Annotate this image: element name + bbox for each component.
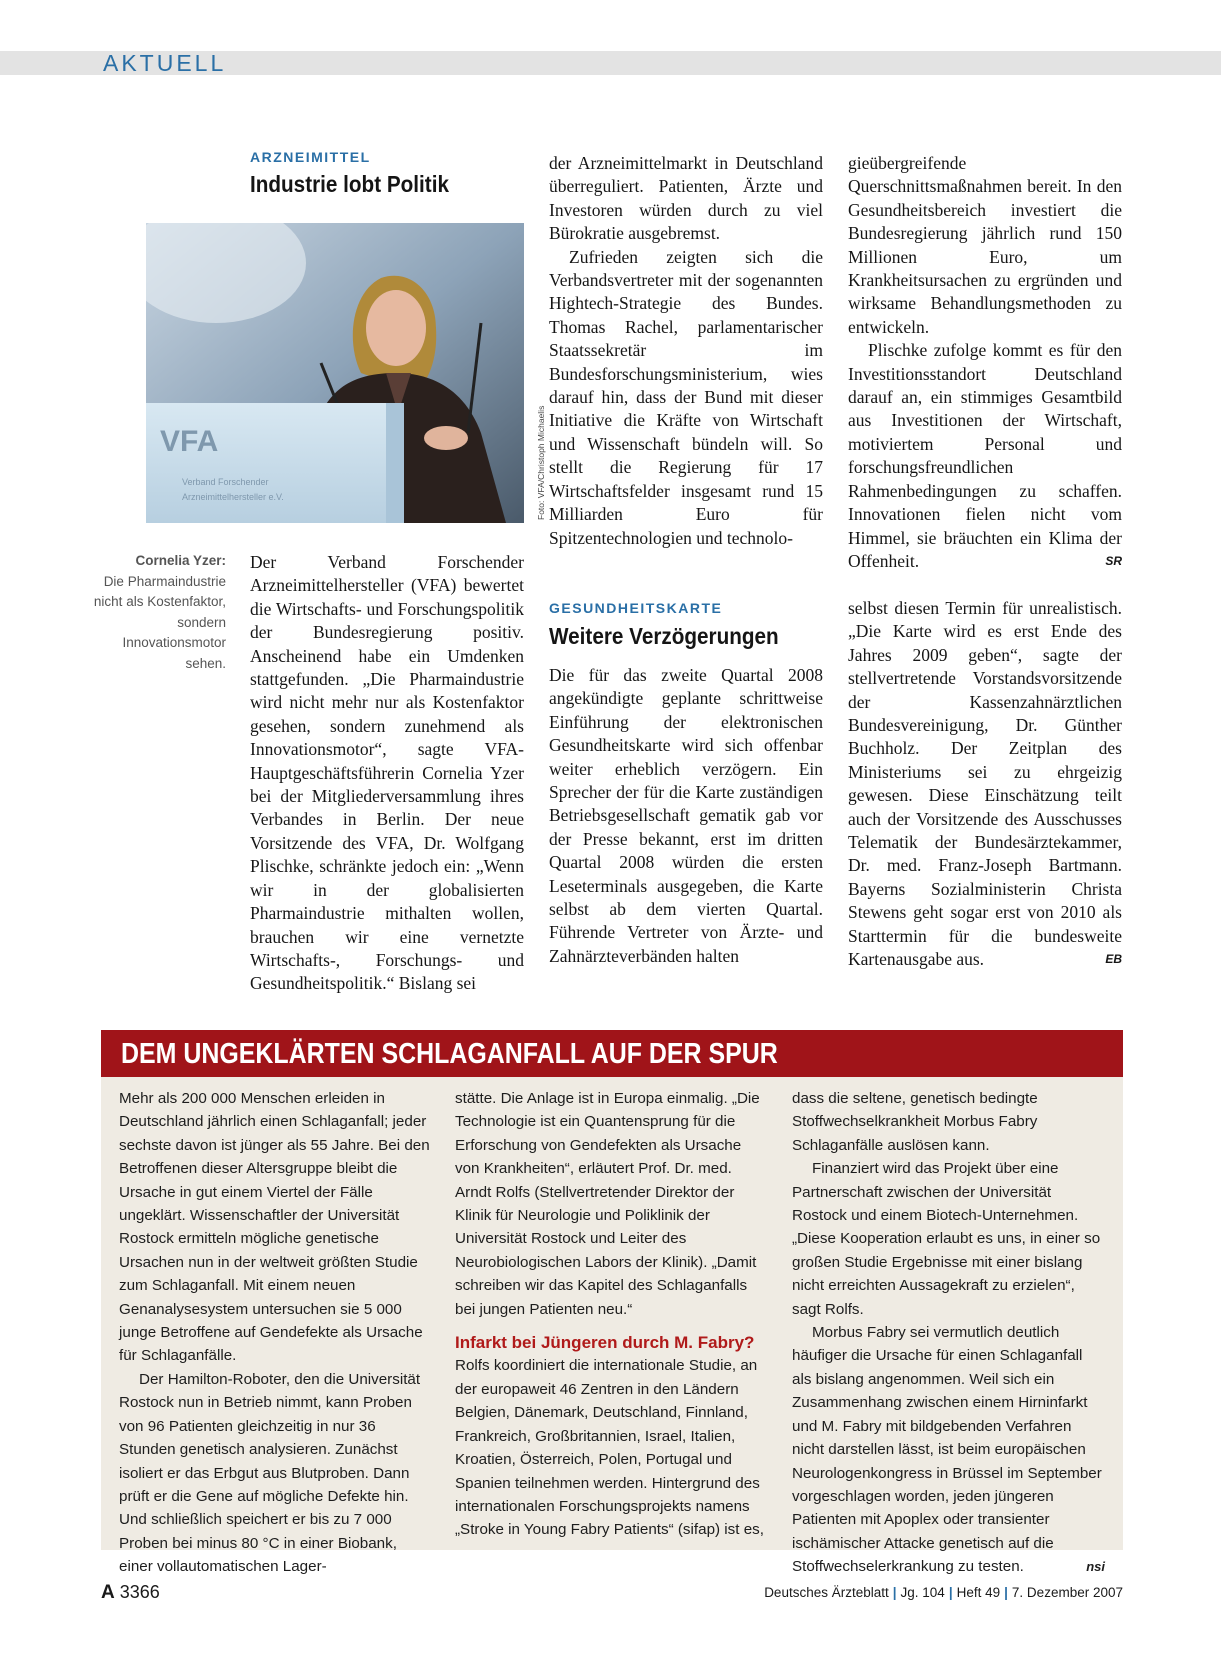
- lectern-sub2: Arzneimittelhersteller e.V.: [182, 492, 284, 502]
- article1-column-2: [549, 152, 823, 550]
- infobox-paragraph: Mehr als 200 000 Menschen erleiden in Deutschland jährlich einen Schlaganfall; jeder sechste davon ist jünger als 55 Jahre. Bei den Betroffenen dieser Altersgruppe bleibt die Ursache in gut einem Viertel der Fälle ungeklärt. Wissenschaftler der Universität Rostock ermitteln mögliche genetische Ursachen nun in der weltweit größten Studie zum Schlaganfall. Mit einem neuen Genanalysesystem untersuchen sie 5 000 junge Betroffene auf Gendefekte als Ursache für Schlaganfälle.: [119, 1090, 430, 1365]
- journal-issue: Heft 49: [956, 1585, 1001, 1600]
- photo-credit: [524, 405, 546, 520]
- speaker-photo: [146, 223, 524, 523]
- article2-kicker: GESUNDHEITSKARTE: [549, 600, 723, 616]
- article1-paragraph: der Arzneimittelmarkt in Deutschland überreguliert. Patienten, Ärzte und Investoren würden durch zu viel Bürokratie ausgebremst.: [549, 153, 823, 244]
- journal-info: Deutsches Ärzteblatt | Jg. 104 | Heft 49 | 7. Dezember 2007: [764, 1585, 1123, 1600]
- journal-volume: Jg. 104: [900, 1585, 945, 1600]
- section-label: AKTUELL: [103, 50, 227, 76]
- article2-paragraph: selbst diesen Termin für unrealistisch. „Die Karte wird es erst Ende des Jahres 2009 geben“, sagte der stellvertretende Vorstandsvorsitzende der Kassenzahnärztlichen Bundesvereinigung, Dr. Günther Buchholz. Der Zeitplan des Ministeriums sei zu ehrgeizig gewesen. Diese Einschätzung teilt auch der Vorsitzende des Ausschusses Telematik der Bundesärztekammer, Dr. med. Franz-Joseph Bartmann. Bayerns Sozialministerin Christa Stewens geht sogar erst von 2010 als Starttermin für die bundesweite Kartenausgabe aus.: [848, 598, 1122, 970]
- infobox-paragraph: Finanziert wird das Projekt über eine Partnerschaft zwischen der Universität Rostock und einem Biotech-Unternehmen. „Diese Kooperation erlaubt es uns, in einer so großen Studie Ergebnisse mit einer bislang nicht erreichten Aussagekraft zu erzielen“, sagt Rolfs.: [792, 1160, 1101, 1318]
- infobox-paragraph: dass die seltene, genetisch bedingte Stoffwechselkrankheit Morbus Fabry Schlaganfälle auslösen kann.: [792, 1090, 1038, 1154]
- article2-paragraph: Die für das zweite Quartal 2008 angekündigte geplante schrittweise Einführung der elektronischen Gesundheitskarte wird sich offenbar weiter erheblich verzögern. Ein Sprecher der für die Karte zuständigen Betriebsgesellschaft gematik gab vor der Presse bekannt, erst im dritten Quartal 2008 würden die ersten Leseterminals ausgegeben, die Karte selbst ab dem vierten Quartal. Führende Vertreter von Ärzte- und Zahnärzteverbänden halten: [549, 665, 823, 966]
- journal-name: Deutsches Ärzteblatt: [764, 1585, 889, 1600]
- article1-column-3: [848, 152, 1122, 573]
- article1-kicker: ARZNEIMITTEL: [250, 149, 371, 165]
- article2-column-2: [848, 597, 1122, 972]
- photo-caption: [90, 551, 226, 674]
- infobox-paragraph: Der Hamilton-Roboter, den die Universität Rostock nun in Betrieb nimmt, kann Proben von 96 Patienten gleichzeitig in nur 36 Stunden genetisch analysieren. Zunächst isoliert er das Erbgut aus Blutproben. Dann prüft er die Gene auf mögliche Defekte hin. Und schließlich speichert er bis zu 7 000 Proben bei minus 80 °C in einer Biobank, einer vollautomatischen Lager-: [119, 1370, 421, 1576]
- infobox-subhead: Infarkt bei Jüngeren durch M. Fabry?: [455, 1333, 755, 1353]
- infobox-paragraph: Morbus Fabry sei vermutlich deutlich häufiger die Ursache für einen Schlaganfall als bislang angenommen. Weil sich ein Zusammenhang zwischen einem Hirninfarkt und M. Fabry mit bildgebenden Verfahren nicht darstellen lässt, ist beim europäischen Neurologenkongress in Brüssel im September vorgeschlagen worden, jeden jüngeren Patienten mit Apoplex oder transienter ischämischer Attacke genetisch auf die Stoffwechselerkrankung zu testen.: [792, 1324, 1102, 1576]
- article2-column-1: [549, 664, 823, 968]
- article2-headline: Weitere Verzögerungen: [549, 623, 779, 649]
- photo-credit-text: Foto: VFA/Christoph Michaelis: [536, 405, 546, 520]
- speaker-photo-image: [146, 223, 524, 523]
- caption-name: Cornelia Yzer:: [135, 553, 226, 568]
- infobox-signature: nsi: [1086, 1559, 1105, 1575]
- lectern-sub1: Verband Forschender: [182, 477, 269, 487]
- infobox-paragraph: stätte. Die Anlage ist in Europa einmalig. „Die Technologie ist ein Quantensprung für die Erforschung von Gendefekten als Ursache von Krankheiten“, erläutert Prof. Dr. med. Arndt Rolfs (Stellvertretender Direktor der Klinik für Neurologie und Poliklinik der Universität Rostock und Leiter des Neurobiologischen Labors der Klinik). „Damit schreiben wir das Kapitel des Schlaganfalls bei jungen Patienten neu.“: [455, 1090, 760, 1318]
- infobox-title: DEM UNGEKLÄRTEN SCHLAGANFALL AUF DER SPUR: [121, 1038, 778, 1070]
- article1-paragraph: gieübergreifende Querschnittsmaßnahmen bereit. In den Gesundheitsbereich investiert die Bundesregierung jährlich rund 150 Millionen Euro, um Krankheitsursachen zu ergründen und wirksame Behandlungsmethoden zu entwickeln.: [848, 153, 1122, 337]
- article1-paragraph: Plischke zufolge kommt es für den Investitionsstandort Deutschland darauf an, ein stimmiges Gesamtbild aus Investitionen der Wirtschaft, motiviertem Personal und forschungsfreundlichen Rahmenbedingungen zu schaffen. Innovationen fielen nicht vom Himmel, sie bräuchten ein Klima der Offenheit.: [848, 340, 1122, 571]
- page-number-value: 3366: [119, 1582, 160, 1602]
- article1-signature: SR: [1105, 553, 1122, 568]
- lectern-logo: VFA: [160, 425, 219, 458]
- infobox-paragraph: Rolfs koordiniert die internationale Studie, an der europaweit 46 Zentren in den Ländern Belgien, Dänemark, Deutschland, Finnland, Frankreich, Großbritannien, Israel, Italien, Kroatien, Österreich, Polen, Portugal und Spanien teilnehmen werden. Hintergrund des internationalen Forschungsprojekts namens „Stroke in Young Fabry Patients“ (sifap) ist es,: [455, 1357, 764, 1539]
- article1-paragraph: Zufrieden zeigten sich die Verbandsvertreter mit der sogenannten Hightech-Strategie des Bundes. Thomas Rachel, parlamentarischer Staatssekretär im Bundesforschungsministerium, wies darauf hin, dass der Bund mit dieser Initiative die Kräfte von Wirtschaft und Wissenschaft bündeln will. So stellt die Regierung für 17 Wirtschaftsfelder insgesamt rund 15 Milliarden Euro für Spitzentechnologien und technolo-: [549, 246, 823, 548]
- article1-column-1: [250, 551, 524, 996]
- journal-date: 7. Dezember 2007: [1011, 1585, 1123, 1600]
- article1-headline: Industrie lobt Politik: [250, 171, 449, 197]
- infobox-column-1: [119, 1087, 432, 1579]
- page-prefix: A: [101, 1582, 115, 1603]
- infobox-column-2: [455, 1087, 768, 1542]
- caption-text: Die Pharmaindustrie nicht als Kostenfaktor, sondern Innovationsmotor sehen.: [93, 573, 226, 671]
- article1-paragraph: Der Verband Forschender Arzneimittelhersteller (VFA) bewertet die Wirtschafts- und Forschungspolitik der Bundesregierung positiv. Anscheinend habe ein Umdenken stattgefunden. „Die Pharmaindustrie wird nicht mehr nur als Kostenfaktor gesehen, sondern zunehmend als Innovationsmotor“, sagte VFA-Hauptgeschäftsführerin Cornelia Yzer bei der Mitgliederversammlung ihres Verbandes in Berlin. Der neue Vorsitzende des VFA, Dr. Wolfgang Plischke, schränkte jedoch ein: „Wenn wir in der globalisierten Pharmaindustrie mithalten wollen, brauchen wir eine vernetzte Wirtschafts-, Forschungs- und Gesundheitspolitik.“ Bislang sei: [250, 552, 524, 994]
- article2-signature: EB: [1105, 952, 1122, 967]
- infobox-column-3: [792, 1087, 1105, 1579]
- page-number: [101, 1580, 160, 1605]
